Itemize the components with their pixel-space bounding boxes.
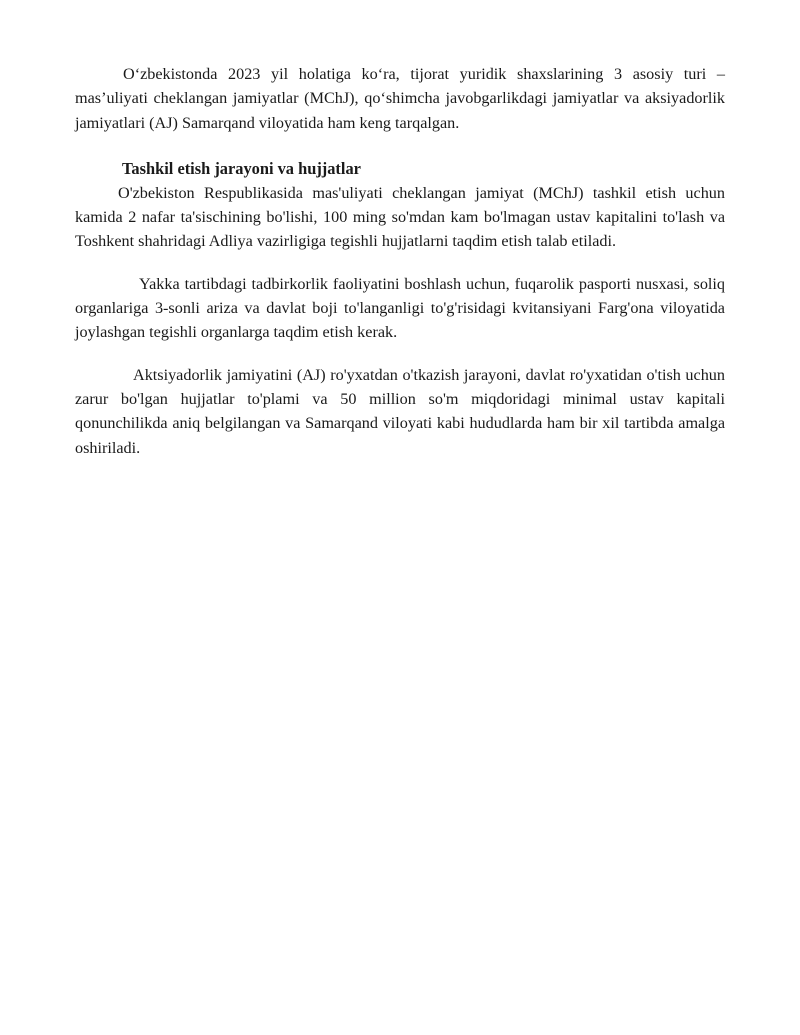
document-body — [75, 62, 725, 460]
paragraph-yakka: Yakka tartibdagi tadbirkorlik faoliyatini boshlash uchun, fuqarolik pasporti nusxasi, soliq organlariga 3-sonli ariza va davlat boji to'langanligi to'g'risidagi kvitansiyani Farg'ona viloyatida joylashgan tegishli organlarga taqdim etish kerak. — [75, 274, 725, 342]
paragraph-intro: O‘zbekistonda 2023 yil holatiga ko‘ra, tijorat yuridik shaxslarining 3 asosiy turi – mas’uliyati cheklangan jamiyatlar (MChJ), qo‘shimcha javobgarlikdagi jamiyatlar va aksiyadorlik jamiyatlari (AJ) Samarqand viloyatida ham keng tarqalgan. — [75, 65, 725, 132]
paragraph-aj: Aktsiyadorlik jamiyatini (AJ) ro'yxatdan o'tkazish jarayoni, davlat ro'yxatidan o'tish uchun zarur bo'lgan hujjatlar to'plami va 50 million so'm miqdoridagi minimal ustav kapitali qonunchilikda aniq belgilangan va Samarqand viloyati kabi hududlarda ham bir xil tartibda amalga oshiriladi. — [75, 365, 725, 457]
paragraph-mchj: O'zbekiston Respublikasida mas'uliyati cheklangan jamiyat (MChJ) tashkil etish uchun kamida 2 nafar ta'sischining bo'lishi, 100 ming so'mdan kam bo'lmagan ustav kapitalini to'lash va Toshkent shahridagi Adliya vazirligiga tegishli hujjatlarni taqdim etish talab etiladi. — [75, 183, 725, 251]
section-heading: Tashkil etish jarayoni va hujjatlar — [122, 158, 361, 178]
